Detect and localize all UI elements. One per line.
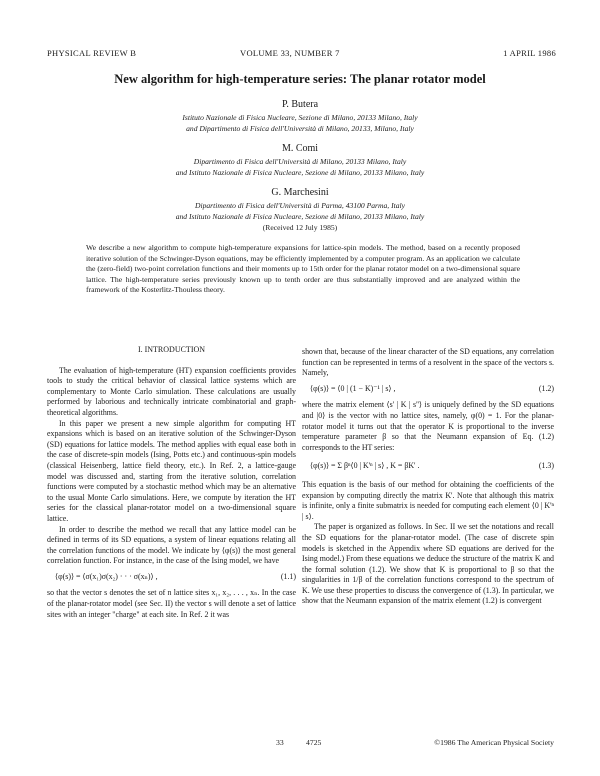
equation-number: (1.2) <box>538 383 554 393</box>
equation <box>302 461 554 472</box>
equation-number: (1.3) <box>538 461 554 471</box>
left-column <box>47 345 296 620</box>
paper-title: New algorithm for high-temperature series: The planar rotator model <box>114 72 486 86</box>
paragraph: The paper is organized as follows. In Sec. II we set the notations and recall the SD equations for the planar-rotator model. (The case of discrete spin models is sketched in the Appendix where SD equations are derived for the Ising model.) From these equations we deduce the structure of the matrix K and the formal solution (1.2). We show that K is proportional to β so that the singularities in 1/β of the correlation functions correspond to the spectrum of K. We use these properties to discuss the convergence of (1.3). In particular, we show that the Neumann expansion of the matrix element (1.2) is convergent <box>302 522 554 606</box>
right-column <box>302 347 554 607</box>
equation <box>47 572 296 583</box>
equation-number: (1.1) <box>280 571 296 581</box>
paragraph: In this paper we present a new simple algorithm for computing HT expansions which is based on an iterative solution of the Schwinger-Dyson (SD) equations for lattice models. The method applies with equal ease both in the case of discrete-spin models (Ising, Potts etc.) and continuous-spin models (classical Heisenberg, lattice field theory, etc.). In Ref. 2, a lattice-gauge model was discussed and, starting from the iterative solution, correlation functions were computed by a stochastic method which may be an alternative to the usual Monte Carlo simulations. Here, we compute by iteration the HT series for the classical planar-rotator model on a two-dimensional square lattice. <box>47 418 296 523</box>
author-name: G. Marchesini <box>271 187 329 198</box>
author-name: M. Comi <box>281 143 319 154</box>
equation-body: ⟨φ(s)⟩ = ⟨σ(x₁)σ(x₂) · · · σ(xₙ)⟩ , <box>55 571 158 581</box>
paragraph: This equation is the basis of our method for obtaining the coefficients of the expansion by computing directly the matrix K'. Note that although this matrix is infinite, only a finite submatrix is needed for computing each element ⟨0 | K'ⁿ | s⟩. <box>302 479 554 521</box>
paragraph: In order to describe the method we recall that any lattice model can be defined in terms of its SD equations, a system of linear equations relating all the correlation functions of the model. We indicate by ⟨φ(s)⟩ the most general correlation function. For instance, in the case of the Ising model, we have <box>47 524 296 566</box>
paragraph: so that the vector s denotes the set of n lattice sites x₁, x₂, . . . , xₙ. In the case of the planar-rotator model (see Sec. II) the vector s will denote a set of lattice sites with an integer "charge" at each site. In Ref. 2 it was <box>47 588 296 619</box>
section-heading: I. INTRODUCTION <box>137 345 206 354</box>
equation <box>302 384 554 395</box>
equation-body: ⟨φ(s)⟩ = ⟨0 | (1 − K)⁻¹ | s⟩ , <box>310 383 396 393</box>
volume-number: VOLUME 33, NUMBER 7 <box>240 48 340 58</box>
author-affiliation: Istituto Nazionale di Fisica Nucleare, Sezione di Milano, 20133 Milano, Italy and Dipartimento di Fisica dell'Università di Milano, 20133, Milano, Italy <box>182 113 418 133</box>
paragraph: shown that, because of the linear character of the SD equations, any correlation function can be represented in terms of a resolvent in the space of the vectors s. Namely, <box>302 347 554 378</box>
abstract: We describe a new algorithm to compute high-temperature expansions for lattice-spin models. The method, based on a recently proposed iterative solution of the Schwinger-Dyson equations, may be efficiently implemented by a computer program. As an application we calculate the (zero-field) two-point correlation functions and their moments up to 15th order for the planar rotator model on a two-dimensional square lattice. The high-temperature series previously known up to tenth order are thus substantially improved and are analyzed within the framework of the Kosterlitz-Thouless theory. <box>86 243 520 295</box>
copyright: ©1986 The American Physical Society <box>434 738 554 747</box>
equation-body: ⟨φ(s)⟩ = Σ βⁿ⟨0 | K'ⁿ | s⟩ , K = βK' . <box>310 461 420 471</box>
paragraph: where the matrix element ⟨s' | K | s''⟩ is uniquely defined by the SD equations and |0⟩ is the vector with no lattice sites, namely, φ(0) = 1. For the planar-rotator model it turns out that the operator K is proportional to the inverse temperature parameter β so that the Neumann expansion of Eq. (1.2) corresponds to the HT series: <box>302 400 554 452</box>
author-name: P. Butera <box>281 99 319 110</box>
received-date: (Received 12 July 1985) <box>262 223 338 232</box>
author-affiliation: Dipartimento di Fisica dell'Università di Parma, 43100 Parma, Italy and Istituto Nazionale di Fisica Nucleare, Sezione di Milano, 20133 Milano, Italy (Received 12 July 1985) <box>0 200 600 233</box>
issue-date: 1 APRIL 1986 <box>503 48 556 58</box>
volume-footer: 33 <box>276 738 284 747</box>
page-number: 4725 <box>306 738 322 747</box>
paragraph: The evaluation of high-temperature (HT) expansion coefficients provides tools to study the critical behavior of classical lattice systems which are complementary to Monte Carlo simulation. These calculations are usually performed by laborious and technically intricate combinatorial and graph-theoretical algorithms. <box>47 365 296 417</box>
author-affiliation: Dipartimento di Fisica dell'Università di Milano, 20133 Milano, Italy and Istituto Nazionale di Fisica Nucleare, Sezione di Milano, 20133 Milano, Italy <box>175 157 425 177</box>
journal-name: PHYSICAL REVIEW B <box>47 48 137 58</box>
